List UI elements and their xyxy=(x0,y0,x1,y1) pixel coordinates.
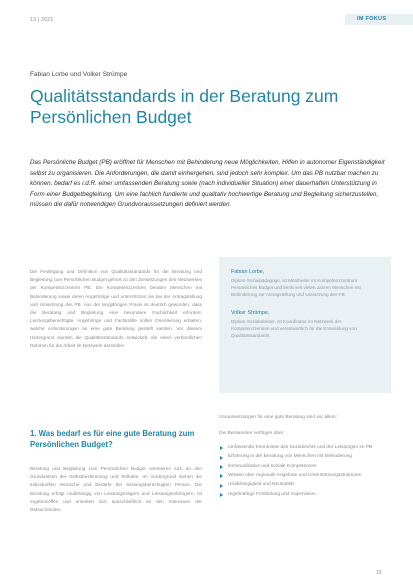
list-item: umfassende Kenntnisse des Sozialrechts und der Leistungen im PB xyxy=(219,444,391,452)
list-item: Wissen über regionale Angebote und Unterstützungsstrukturen xyxy=(219,472,391,480)
author-bio: Diplom-Sozialpädagoge, ist Mitarbeiter im Kompetenzzentrum Persönliches Budget und berät seit vielen Jahren Menschen mit Behinderung zur Antragstellung und Umsetzung des PB. xyxy=(231,278,361,297)
section-heading: 1. Was bedarf es für eine gute Beratung zum Persönlichen Budget? xyxy=(30,429,195,449)
section-badge: IM FOKUS xyxy=(345,14,413,25)
article-lead: Das Persönliche Budget (PB) eröffnet für Menschen mit Behinderung neue Möglichkeiten, Hilfen in autonomer Eigenständigkeit selbst zu organisieren. Die Anforderungen, die damit einhergehen, sind jedoch sehr komplex. Um das PB nutzbar machen zu können, bedarf es i.d.R. einer umfassenden Beratung sowie (nach individueller Situation) einer dauerhaften Unterstützung in Form einer Budgetbegleitung. Um eine fachlich fundierte und qualitativ hochwertige Beratung und Begleitung sicherzustellen, müssen die dafür notwendigen Grundvoraussetzungen definiert werden. xyxy=(30,159,385,208)
author-bio: Diplom-Sozialarbeiter, ist Koordinator im Netzwerk der Kompetenzzentren und verantwortlich für die Entwicklung von Qualitätsstandards. xyxy=(231,319,357,338)
running-header: 13 | 2021 xyxy=(30,17,54,23)
body-right-list-intro: Die Beratenden verfügen über: xyxy=(219,431,285,437)
body-text-left: Die Festlegung und Definition von Qualitätsstandards für die Beratung und Begleitung zum Persönlichen Budget gehört zu den Zielsetzungen des Netzwerkes der Kompetenzzentren PB. Die Kompetenzzentren beraten Menschen mit Behinderung sowie deren Angehörige und unterstützen sie bei der Antragstellung und Umsetzung des PB. Aus der langjährigen Praxis ist deutlich geworden, dass die Beratung und Begleitung eine besondere Fachlichkeit erfordert. Leistungsberechtigte, Angehörige und Fachkräfte sollen Orientierung erhalten, welche Anforderungen an eine gute Beratung gestellt werden. Vor diesem Hintergrund wurden die Qualitätsstandards entwickelt, die einen verbindlichen Rahmen für die Arbeit im Netzwerk darstellen. xyxy=(30,269,202,348)
list-item: Erfahrung in der Beratung von Menschen mit Behinderung xyxy=(219,453,391,461)
page-number: 15 xyxy=(376,570,382,576)
article-authors: Fabian Lorbe und Volker Strümpe xyxy=(30,71,128,78)
requirements-list xyxy=(219,444,391,499)
author-name: Fabian Lorbe, xyxy=(231,269,265,275)
article-title: Qualitätsstandards in der Beratung zum Persönlichen Budget xyxy=(30,86,339,127)
list-item: kommunikative und soziale Kompetenzen xyxy=(219,463,391,471)
author-entry xyxy=(231,269,381,298)
body-text-left-2: Beratung und Begleitung zum Persönlichen Budget orientieren sich an den Grundsätzen der Selbstbestimmung und Teilhabe. Im Vordergrund stehen die individuellen Wünsche und Bedarfe der leistungsberechtigten Person. Die Beratung erfolgt unabhängig von Leistungsträgern und Leistungserbringern, ist ergebnisoffen und orientiert sich ausschließlich an den Interessen der Ratsuchenden. xyxy=(30,466,202,513)
list-item: regelmäßige Fortbildung und Supervision xyxy=(219,491,391,499)
author-name: Volker Strümpe, xyxy=(231,310,270,316)
author-info-box xyxy=(219,257,391,393)
author-entry xyxy=(231,310,381,339)
list-item: Unabhängigkeit und Neutralität xyxy=(219,481,391,489)
body-right-intro: Voraussetzungen für eine gute Beratung sind vor allem: xyxy=(219,415,338,420)
body-text-right xyxy=(219,414,391,500)
